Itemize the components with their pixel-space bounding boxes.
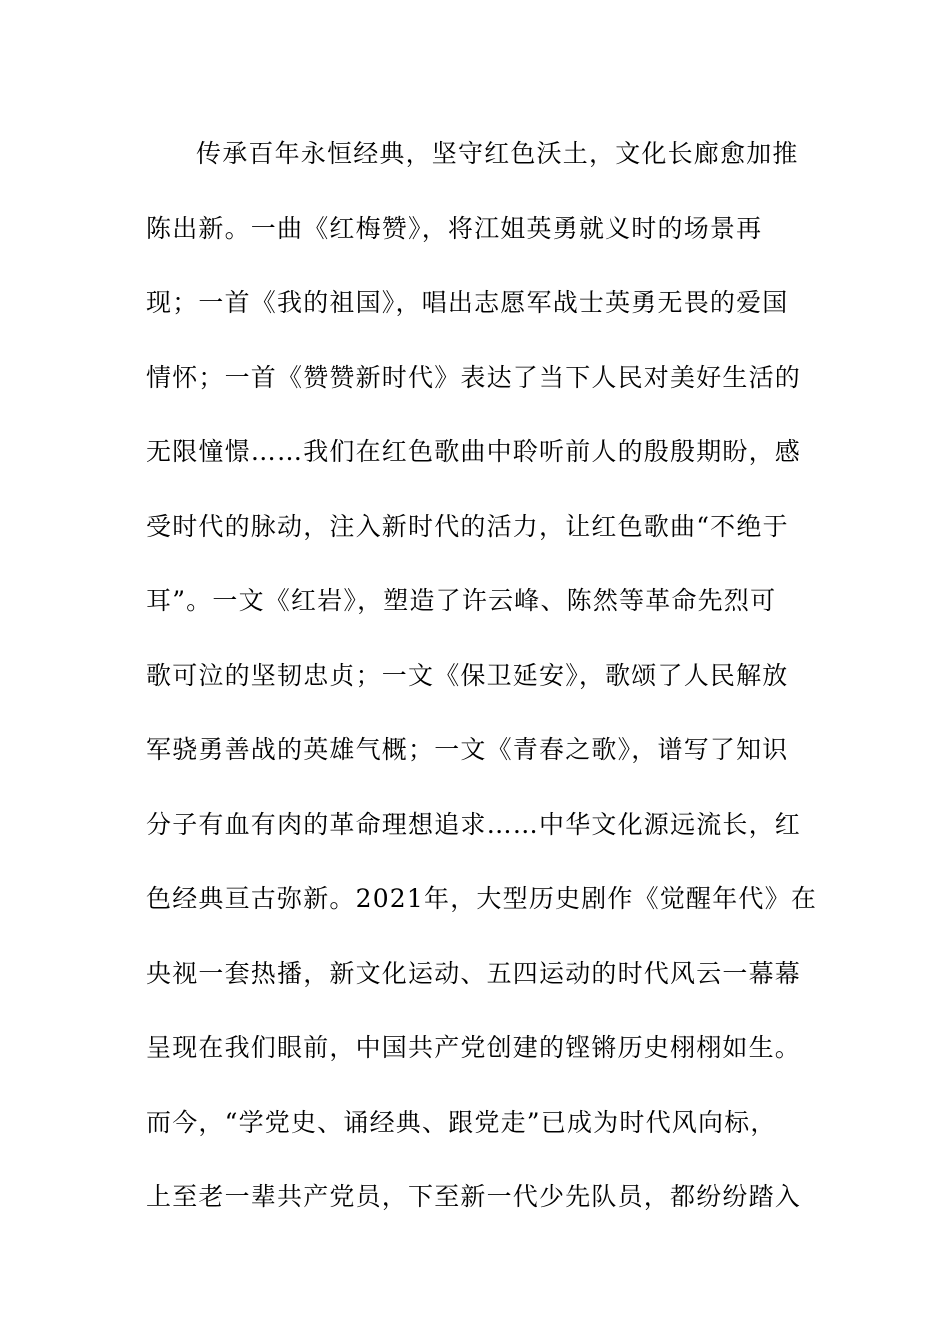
text-line: 受时代的脉动，注入新时代的活力，让红色歌曲“不绝于 — [146, 511, 789, 541]
text-line: 陈出新。一曲《红梅赞》，将江姐英勇就义时的场景再 — [146, 213, 763, 243]
text-line: 而今，“学党史、诵经典、跟党走”已成为时代风向标， — [146, 1107, 777, 1137]
body-paragraph — [146, 128, 818, 1246]
text-line: 色经典亘古弥新。2021年，大型历史剧作《觉醒年代》在 — [146, 884, 818, 913]
text-line: 现；一首《我的祖国》，唱出志愿军战士英勇无畏的爱国 — [146, 288, 789, 317]
text-line: 耳”。一文《红岩》，塑造了许云峰、陈然等革命先烈可 — [146, 586, 777, 615]
text-line: 歌可泣的坚韧忠贞；一文《保卫延安》，歌颂了人民解放 — [146, 660, 789, 690]
text-line: 情怀；一首《赞赞新时代》表达了当下人民对美好生活的 — [146, 362, 802, 392]
text-line: 分子有血有肉的革命理想追求……中华文化源远流长，红 — [146, 809, 802, 839]
text-line: 军骁勇善战的英雄气概；一文《青春之歌》，谱写了知识 — [146, 735, 789, 764]
text-line: 传承百年永恒经典，坚守红色沃土，文化长廊愈加推 — [196, 139, 799, 168]
text-line: 央视一套热播，新文化运动、五四运动的时代风云一幕幕 — [146, 958, 802, 988]
text-line: 上至老一辈共产党员，下至新一代少先队员，都纷纷踏入 — [146, 1182, 802, 1211]
text-line: 呈现在我们眼前，中国共产党创建的铿锵历史栩栩如生。 — [146, 1033, 802, 1062]
text-line: 无限憧憬……我们在红色歌曲中聆听前人的殷殷期盼，感 — [146, 437, 802, 466]
